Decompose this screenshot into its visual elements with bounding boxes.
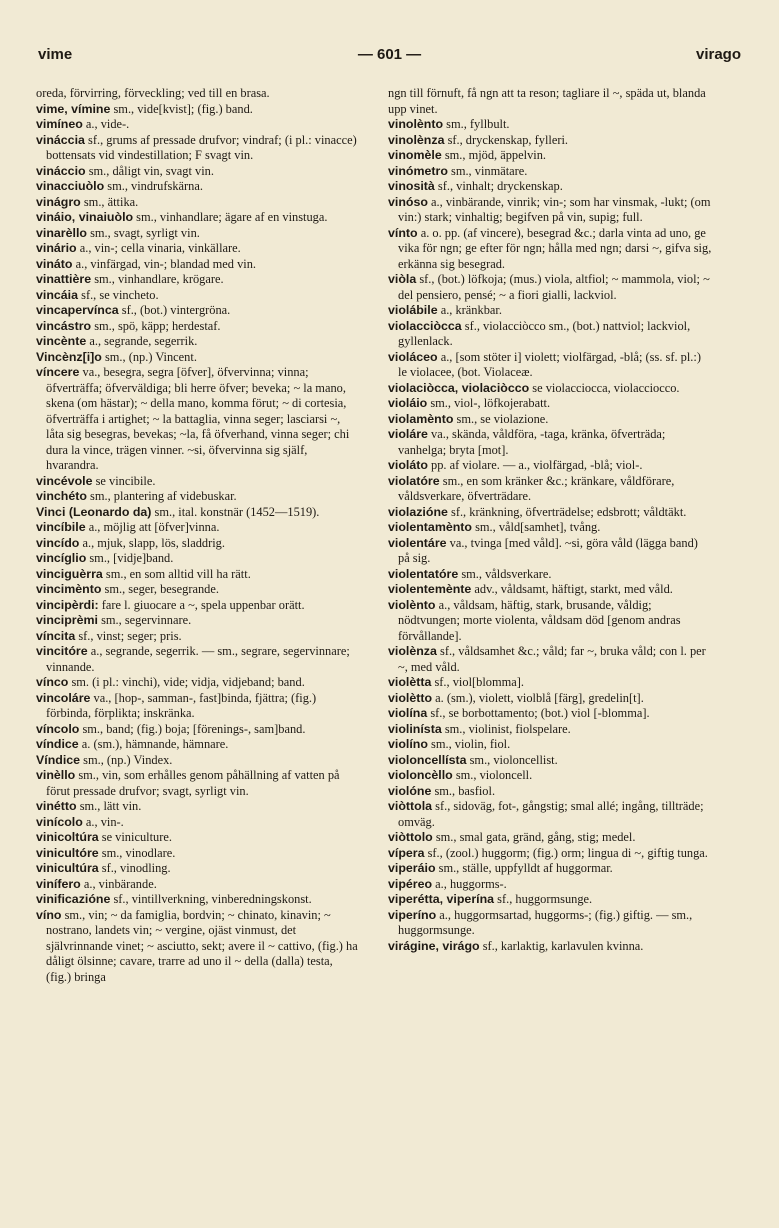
dictionary-entry: [36, 272, 360, 288]
dictionary-entry: [36, 195, 360, 211]
entry-headword: violentáre: [388, 535, 447, 550]
entry-definition: a. (sm.), hämnande, hämnare.: [78, 737, 229, 751]
entry-headword: violábile: [388, 303, 438, 317]
dictionary-entry: [36, 598, 360, 614]
dictionary-entry: [36, 102, 360, 118]
entry-definition: sf., violacciòcco sm., (bot.) nattviol; lackviol, gyllenlack.: [398, 318, 691, 348]
entry-definition: a., [som stöter i] violett; violfärgad, -blå; (ss. sf. pl.:) le violacee, (bot. Violaceæ.: [398, 349, 701, 379]
entry-headword: vínco: [36, 675, 69, 689]
dictionary-entry: [36, 644, 360, 675]
dictionary-entry: [36, 319, 360, 335]
dictionary-entry: [36, 892, 360, 908]
entry-definition: a., vinbärande, vinrik; vin-; som har vinsmak, -lukt; (om vin:) stark; vinhaltig; begifven på vin, supig; full.: [398, 194, 711, 224]
entry-definition: a., segrande, segerrik. — sm., segrare, segervinnare; vinnande.: [46, 644, 350, 674]
entry-definition: sm., viol-, löfkojerabatt.: [427, 396, 551, 410]
dictionary-entry: [388, 474, 712, 505]
entry-headword: vináio, vinaiuòlo: [36, 210, 134, 224]
entry-definition: a., segrande, segerrik.: [86, 334, 198, 348]
entry-headword: vinícolo: [36, 814, 83, 829]
entry-definition: sm., våldsverkare.: [458, 566, 552, 581]
entry-definition: sm., en som alltid vill ha rätt.: [102, 566, 251, 581]
dictionary-entry: [388, 148, 712, 164]
dictionary-entry: [36, 737, 360, 753]
dictionary-entry: [36, 691, 360, 722]
entry-definition: sm., vide[kvist]; (fig.) band.: [110, 101, 253, 116]
dictionary-entry: [36, 753, 360, 769]
dictionary-entry: [36, 815, 360, 831]
entry-headword: vinágro: [36, 194, 81, 209]
entry-definition: sm. (i pl.: vinchi), vide; vidja, vidjeband; band.: [68, 675, 305, 689]
dictionary-entry: [388, 799, 712, 830]
dictionary-entry: [36, 536, 360, 552]
entry-definition: sf., se borbottamento; (bot.) viol [-blomma].: [427, 706, 650, 720]
dictionary-entry: [388, 644, 712, 675]
dictionary-entry: [388, 505, 712, 521]
entry-headword: violoncellísta: [388, 752, 467, 767]
entry-headword: violáceo: [388, 349, 438, 364]
entry-headword: viperétta, viperína: [388, 892, 495, 906]
entry-headword: violaciòcca, violaciòcco: [388, 380, 530, 395]
entry-definition: sm., smal gata, gränd, gång, stig; medel.: [432, 830, 636, 844]
entry-definition: se vincibile.: [92, 473, 156, 488]
entry-headword: violènza: [388, 644, 437, 658]
dictionary-entry: [36, 210, 360, 226]
entry-headword: vime, vímine: [36, 101, 111, 116]
entry-definition: se viniculture.: [98, 830, 172, 844]
dictionary-entry: [388, 598, 712, 645]
dictionary-entry: [36, 365, 360, 474]
entry-definition: sf., vinhalt; dryckenskap.: [434, 179, 563, 193]
dictionary-entry: [388, 179, 712, 195]
dictionary-entry: [36, 567, 360, 583]
dictionary-entry: [388, 753, 712, 769]
entry-headword: vinacciuòlo: [36, 179, 105, 193]
entry-headword: víndice: [36, 737, 79, 751]
dictionary-entry: [388, 892, 712, 908]
right-guide-word: virago: [695, 46, 741, 63]
dictionary-entry: [388, 381, 712, 397]
entry-definition: sf., (bot.) löfkoja; (mus.) viola, altfiol; ~ mammola, viol; ~ del pensiero, pensé; ~ a fiori gialli, lackviol.: [398, 272, 710, 302]
entry-headword: vincipèrdi:: [36, 597, 99, 612]
dictionary-entry: [388, 737, 712, 753]
dictionary-entry: [36, 350, 360, 366]
dictionary-entry: [388, 133, 712, 149]
dictionary-entry: [388, 768, 712, 784]
entry-headword: viòla: [388, 272, 417, 286]
entry-headword: violíno: [388, 737, 428, 751]
entry-headword: vinicoltúra: [36, 830, 99, 844]
entry-headword: víncere: [36, 365, 80, 379]
dictionary-entry: [388, 830, 712, 846]
entry-definition: sf., grums af pressade drufvor; vindraf; (i pl.: vinacce) bottensats vid vindestillation; F svagt vin.: [46, 132, 357, 162]
entry-definition: sf., kränkning, öfverträdelse; edsbrott; våldtäkt.: [447, 504, 687, 519]
dictionary-entry: [388, 272, 712, 303]
dictionary-entry: [36, 303, 360, 319]
dictionary-entry: [388, 691, 712, 707]
dictionary-entry: [36, 474, 360, 490]
dictionary-entry: [36, 117, 360, 133]
entry-headword: vincènte: [36, 334, 87, 348]
entry-definition: a., vin-; cella vinaria, vinkällare.: [76, 241, 241, 255]
entry-definition: sm., mjöd, äppelvin.: [441, 148, 546, 162]
entry-headword: violazióne: [388, 504, 448, 519]
entry-headword: vinário: [36, 241, 77, 255]
entry-definition: a. (sm.), violett, violblå [färg], gredelin[t].: [432, 690, 644, 705]
entry-definition: sm., vinmätare.: [447, 163, 528, 178]
dictionary-entry: [36, 505, 360, 521]
entry-definition: a., möjlig att [öfver]vinna.: [85, 520, 220, 534]
entry-headword: vinicultóre: [36, 845, 99, 860]
dictionary-entry: [36, 830, 360, 846]
entry-definition: a., våldsam, häftig, stark, brusande, våldig; nödtvungen; morte violenta, våldsam död [genom andras förvållande].: [398, 597, 681, 643]
entry-definition: sm., vin, som erhålles genom påhällning af vatten på förut pressade drufvor; svagt, syrligt vin.: [46, 768, 340, 798]
entry-headword: violóne: [388, 783, 432, 798]
entry-headword: vinciguèrra: [36, 566, 103, 581]
entry-headword: virágine, virágo: [388, 938, 480, 953]
dictionary-entry: [388, 86, 712, 117]
entry-headword: vincévole: [36, 473, 93, 488]
entry-headword: violètta: [388, 675, 432, 689]
dictionary-entry: [388, 877, 712, 893]
entry-definition: sm., violoncell.: [452, 768, 533, 782]
entry-headword: violatóre: [388, 473, 440, 488]
entry-definition: a., huggormsartad, huggorms-; (fig.) giftig. — sm., huggormsunge.: [398, 907, 693, 937]
dictionary-entry: [36, 629, 360, 645]
entry-headword: viòttolo: [388, 830, 433, 844]
entry-headword: violacciòcca: [388, 318, 462, 333]
entry-headword: vípera: [388, 845, 425, 860]
entry-definition: sf., vinst; seger; pris.: [75, 628, 182, 643]
entry-definition: va., tvinga [med våld]. ~si, göra våld (lägga band) på sig.: [398, 535, 698, 565]
entry-headword: violoncèllo: [388, 768, 453, 782]
entry-headword: vimíneo: [36, 117, 83, 131]
entry-definition: a. o. pp. (af vincere), besegrad &c.; darla vinta ad uno, ge vika för ngn; ge efter för ngn; hålla med ngn; darsi ~, gifva sig, erkänna sig besegrad.: [398, 225, 712, 271]
dictionary-entry: [388, 319, 712, 350]
entry-headword: vinattière: [36, 272, 92, 286]
entry-definition: sf., (bot.) vintergröna.: [118, 303, 231, 317]
entry-headword: violètto: [388, 690, 433, 705]
entry-definition: sm., plantering af videbuskar.: [86, 489, 237, 503]
entry-definition: ngn till förnuft, få ngn att ta reson; tagliare il ~, späda ut, blanda upp vinet.: [388, 86, 706, 116]
left-column: [36, 86, 360, 1196]
entry-definition: sf., dryckenskap, fylleri.: [444, 132, 568, 147]
entry-headword: vináccio: [36, 163, 86, 178]
left-guide-word: vime: [38, 46, 73, 63]
entry-headword: vinétto: [36, 799, 77, 813]
dictionary-entry: [36, 86, 360, 102]
entry-headword: víncita: [36, 628, 76, 643]
entry-definition: oreda, förvirring, förveckling; ved till en brasa.: [36, 86, 270, 100]
dictionary-entry: [36, 520, 360, 536]
entry-definition: sm., ättika.: [80, 194, 139, 209]
dictionary-entry: [388, 226, 712, 273]
entry-headword: violáio: [388, 396, 428, 410]
entry-definition: a., vinfärgad, vin-; blandad med vin.: [72, 256, 257, 271]
entry-definition: adv., våldsamt, häftigt, starkt, med våld.: [471, 582, 673, 596]
dictionary-entry: [36, 334, 360, 350]
entry-definition: sf., se vincheto.: [78, 287, 159, 302]
dictionary-entry: [388, 722, 712, 738]
entry-definition: sf., vinodling.: [98, 861, 171, 875]
dictionary-entry: [388, 582, 712, 598]
entry-headword: vincído: [36, 535, 80, 550]
dictionary-entry: [36, 226, 360, 242]
entry-definition: sm., vinhandlare; ägare af en vinstuga.: [133, 210, 328, 224]
dictionary-entry: [36, 877, 360, 893]
entry-definition: va., skända, våldföra, -taga, kränka, öfverträda; vanhelga; bryta [mot].: [398, 427, 666, 457]
entry-headword: violentatóre: [388, 566, 459, 581]
entry-definition: sf., vintillverkning, vinberedningskonst.: [110, 892, 312, 906]
dictionary-entry: [36, 722, 360, 738]
entry-headword: viperíno: [388, 907, 437, 922]
entry-definition: sm., ital. konstnär (1452—1519).: [151, 504, 320, 519]
entry-headword: Vincènz[i]o: [36, 349, 102, 364]
dictionary-entry: [388, 939, 712, 955]
entry-definition: sm., fyllbult.: [443, 117, 510, 131]
entry-headword: Víndice: [36, 752, 81, 767]
dictionary-entry: [388, 350, 712, 381]
entry-headword: vincástro: [36, 318, 92, 333]
entry-headword: vínto: [388, 225, 418, 240]
entry-definition: sm., band; (fig.) boja; [förenings-, sam]band.: [79, 721, 306, 736]
entry-headword: vinchéto: [36, 489, 87, 503]
entry-definition: a., huggorms-.: [432, 876, 507, 891]
entry-headword: vincáia: [36, 287, 79, 302]
entry-headword: vinarèllo: [36, 225, 87, 240]
dictionary-entry: [388, 396, 712, 412]
dictionary-entry: [388, 412, 712, 428]
entry-headword: violentamènto: [388, 520, 472, 534]
dictionary-entry: [388, 908, 712, 939]
dictionary-entry: [36, 288, 360, 304]
entry-headword: violamènto: [388, 411, 454, 426]
entry-headword: vináto: [36, 256, 73, 271]
dictionary-entry: [36, 551, 360, 567]
entry-headword: Vinci (Leonardo da): [36, 504, 152, 519]
entry-headword: vincapervínca: [36, 303, 119, 317]
entry-headword: vincoláre: [36, 690, 91, 705]
entry-definition: a., mjuk, slapp, lös, sladdrig.: [79, 535, 225, 550]
entry-headword: vinolènza: [388, 132, 445, 147]
entry-headword: vinicultúra: [36, 861, 99, 875]
dictionary-entry: [388, 427, 712, 458]
right-column: [388, 86, 712, 1196]
entry-definition: va., besegra, segra [öfver], öfvervinna; vinna; öfverträffa; öfverväldiga; bli herre öfver; beveka; ~ la mano, skena (om hästar); ~ della mano, komma förut; ~ di cortesia, öfverträffa i artighet; ~ la battaglia, vinna seger; lasciarsi ~, låta sig besegras, bevekas; ~la, få öfverhand, vinna seger; chi dura la vince, trägen vinner. ~si, öfvervinna sig själf, hvarandra.: [46, 365, 350, 472]
dictionary-entry: [36, 179, 360, 195]
entry-headword: víno: [36, 907, 62, 922]
dictionary-entry: [36, 799, 360, 815]
entry-definition: sm., violin, fiol.: [427, 737, 511, 751]
entry-definition: sm., svagt, syrligt vin.: [86, 225, 200, 240]
entry-headword: violína: [388, 706, 428, 720]
entry-headword: vinomèle: [388, 148, 442, 162]
entry-headword: vinolènto: [388, 117, 444, 131]
dictionary-entry: [36, 846, 360, 862]
entry-headword: vináccia: [36, 132, 85, 147]
entry-definition: sm., [vidje]band.: [86, 551, 174, 565]
entry-headword: violènto: [388, 597, 436, 612]
dictionary-entry: [388, 536, 712, 567]
entry-definition: sm., vindrufskärna.: [104, 179, 203, 193]
entry-headword: vinciprèmi: [36, 613, 98, 627]
dictionary-entry: [36, 164, 360, 180]
dictionary-entry: [388, 117, 712, 133]
entry-definition: sf., viol[blomma].: [431, 675, 524, 689]
dictionary-entry: [388, 520, 712, 536]
entry-definition: sm., vinodlare.: [98, 845, 176, 860]
entry-definition: sm., violoncellist.: [466, 752, 558, 767]
entry-headword: vinèllo: [36, 768, 76, 782]
page-number: — 601 —: [357, 46, 422, 63]
dictionary-entry: [36, 768, 360, 799]
entry-definition: sm., våld[samhet], tvång.: [472, 520, 601, 534]
entry-definition: sm., basfiol.: [431, 783, 496, 798]
page-header: [38, 46, 741, 70]
entry-definition: a., vinbärande.: [80, 876, 157, 891]
entry-headword: vincíglio: [36, 551, 87, 565]
entry-headword: vincitóre: [36, 644, 88, 658]
dictionary-entry: [388, 458, 712, 474]
entry-headword: violáre: [388, 427, 428, 441]
dictionary-entry: [36, 908, 360, 986]
entry-definition: fare l. giuocare a ~, spela uppenbar orätt.: [98, 597, 305, 612]
entry-definition: sm., se violazione.: [453, 411, 549, 426]
entry-headword: violentemènte: [388, 582, 472, 596]
dictionary-entry: [36, 241, 360, 257]
entry-headword: vinómetro: [388, 163, 448, 178]
dictionary-entry: [36, 582, 360, 598]
entry-headword: víncolo: [36, 721, 80, 736]
entry-definition: sm., (np.) Vincent.: [101, 349, 197, 364]
entry-definition: sf., (zool.) huggorm; (fig.) orm; lingua di ~, giftig tunga.: [424, 845, 708, 860]
entry-headword: viòttola: [388, 799, 433, 813]
dictionary-entry: [36, 675, 360, 691]
entry-definition: sm., segervinnare.: [97, 613, 192, 627]
entry-headword: vinóso: [388, 194, 428, 209]
dictionary-entry: [388, 164, 712, 180]
entry-headword: viperáio: [388, 861, 436, 875]
entry-definition: sf., sidoväg, fot-, gångstig; smal allé; ingång, tillträde; omväg.: [398, 799, 704, 829]
dictionary-entry: [36, 613, 360, 629]
dictionary-entry: [36, 861, 360, 877]
entry-definition: sm., (np.) Vindex.: [80, 752, 173, 767]
entry-headword: vinosità: [388, 179, 435, 193]
dictionary-entry: [388, 846, 712, 862]
entry-definition: sf., karlaktig, karlavulen kvinna.: [479, 938, 644, 953]
entry-headword: violinísta: [388, 721, 442, 736]
dictionary-entry: [388, 195, 712, 226]
entry-definition: a., vide-.: [82, 117, 130, 131]
entry-headword: vincimènto: [36, 582, 102, 596]
entry-definition: va., [hop-, samman-, fast]binda, fjättra; (fig.) förbinda, förplikta; inskränka.: [46, 690, 317, 720]
dictionary-entry: [388, 784, 712, 800]
entry-definition: sm., dåligt vin, svagt vin.: [85, 163, 214, 178]
entry-definition: a., vin-.: [82, 814, 124, 829]
entry-definition: se violacciocca, violacciocco.: [529, 380, 680, 395]
dictionary-entry: [36, 257, 360, 273]
entry-definition: sm., seger, besegrande.: [101, 582, 219, 596]
entry-headword: vinífero: [36, 876, 81, 891]
dictionary-entry: [388, 861, 712, 877]
entry-definition: sm., spö, käpp; herdestaf.: [91, 318, 221, 333]
dictionary-entry: [388, 567, 712, 583]
entry-headword: vincíbile: [36, 520, 86, 534]
dictionary-entry: [388, 303, 712, 319]
entry-definition: sm., ställe, uppfylldt af huggormar.: [435, 861, 613, 875]
dictionary-entry: [36, 489, 360, 505]
entry-definition: sm., violinist, fiolspelare.: [441, 721, 571, 736]
entry-headword: vipéreo: [388, 876, 433, 891]
entry-definition: sm., lätt vin.: [76, 799, 142, 813]
entry-definition: a., kränkbar.: [437, 303, 502, 317]
entry-definition: sm., vinhandlare, krögare.: [91, 272, 224, 286]
entry-definition: sm., vin; ~ da famiglia, bordvin; ~ chinato, kinavin; ~ nostrano, landets vin; ~ vergine, ojäst vinmust, det självrinnande vinet; ~ asciutto, sekt; avere il ~ cattivo, (fig.) ha dåligt ölsinne; cavare, trarre ad uno il ~ della (dalla) testa, (fig.) bringa: [46, 907, 358, 984]
dictionary-entry: [388, 675, 712, 691]
entry-definition: pp. af violare. — a., violfärgad, -blå; viol-.: [427, 458, 643, 472]
entry-headword: violáto: [388, 458, 428, 472]
dictionary-entry: [388, 706, 712, 722]
dictionary-entry: [36, 133, 360, 164]
entry-headword: vinificazióne: [36, 892, 111, 906]
entry-definition: sf., våldsamhet &c.; våld; far ~, bruka våld; con l. per ~, med våld.: [398, 644, 706, 674]
entry-definition: sf., huggormsunge.: [494, 892, 593, 906]
entry-definition: sm., en som kränker &c.; kränkare, våldförare, våldsverkare, öfverträdare.: [398, 473, 675, 503]
